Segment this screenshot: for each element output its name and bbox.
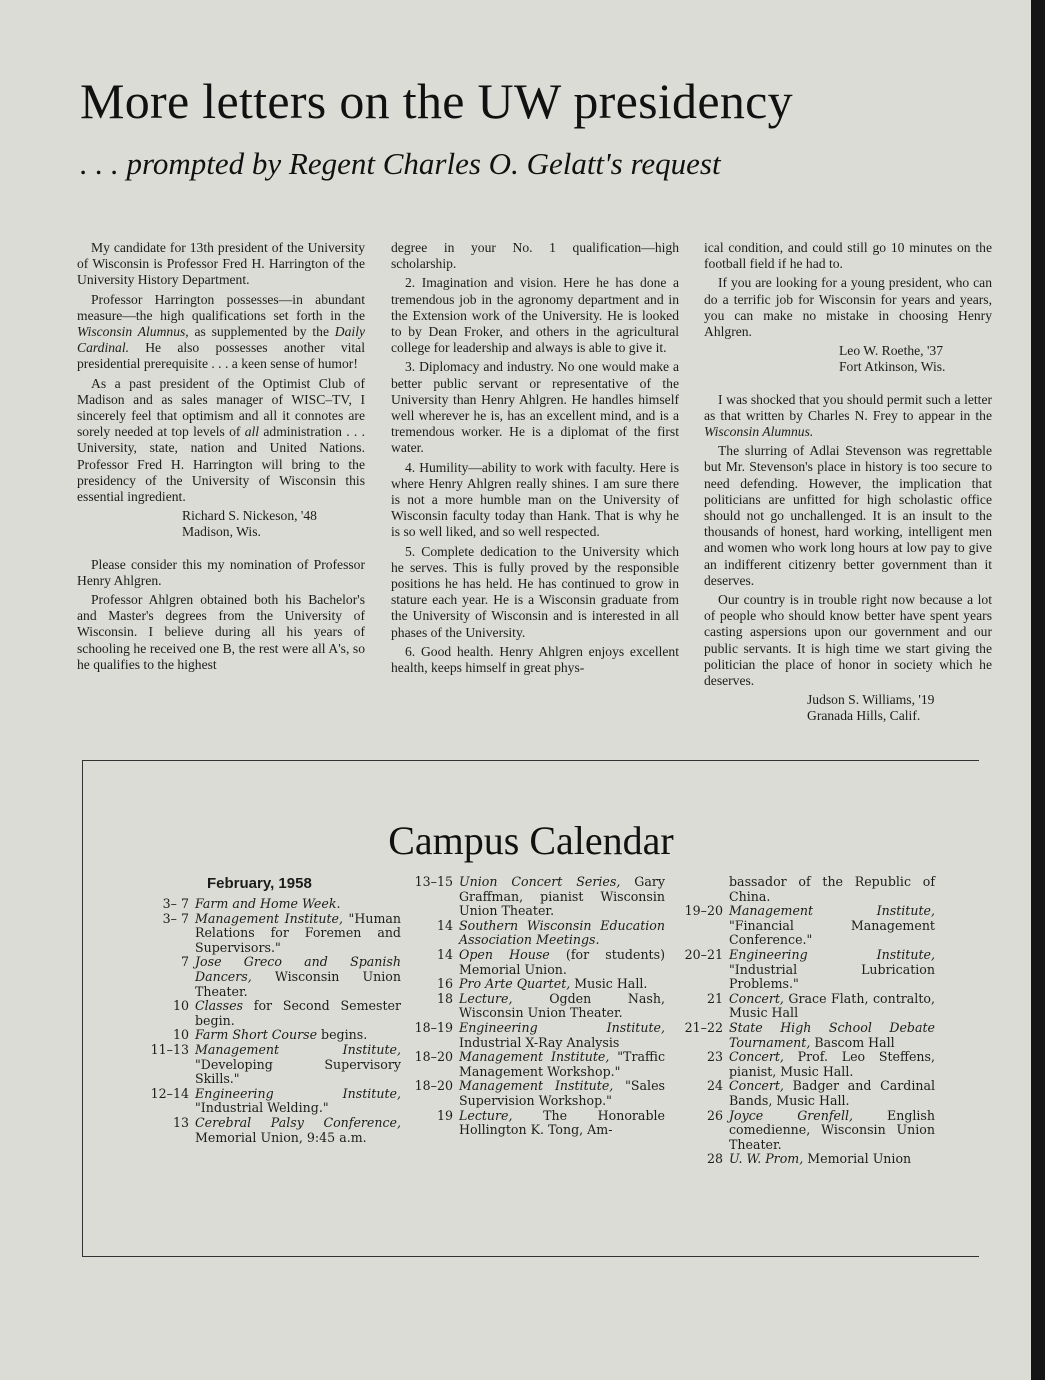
calendar-event	[403, 1050, 665, 1079]
calendar-event	[139, 1028, 401, 1043]
event-name: U. W. Prom,	[729, 1151, 804, 1167]
event-text	[459, 875, 665, 919]
letter-paragraph: If you are looking for a young president, who can do a terrific job for Wisconsin for years and years, you can make no mistake in choosing Henry Ahlgren.	[704, 275, 992, 340]
event-date: 18–20	[414, 1049, 453, 1065]
event-date: 10	[172, 998, 189, 1014]
event-text	[459, 1050, 665, 1079]
event-date: 18–19	[414, 1019, 453, 1035]
event-text	[459, 1021, 665, 1050]
event-text	[729, 1050, 935, 1079]
calendar-event	[139, 1116, 401, 1145]
event-text	[195, 955, 401, 999]
event-name: Concert,	[729, 1078, 784, 1094]
letters-column-1	[77, 240, 365, 676]
event-details: Bascom Hall	[810, 1034, 895, 1050]
calendar-column-2	[403, 875, 665, 1138]
calendar-event	[403, 948, 665, 977]
event-name: Engineering Institute,	[195, 1085, 401, 1101]
event-date: 7	[180, 954, 189, 970]
calendar-event	[673, 1021, 935, 1050]
calendar-event	[673, 948, 935, 992]
event-date: 14	[436, 917, 453, 933]
event-details: "Industrial Welding."	[195, 1100, 329, 1116]
event-name: Joyce Grenfell,	[729, 1107, 854, 1123]
calendar-title: Campus Calendar	[388, 818, 674, 863]
event-details: Industrial X-Ray Analysis	[459, 1034, 620, 1050]
event-date: 23	[706, 1049, 723, 1065]
event-text	[459, 992, 665, 1021]
calendar-event	[673, 1109, 935, 1153]
calendar-event	[673, 1079, 935, 1108]
event-details: Music Hall.	[570, 976, 648, 992]
article-subtitle: . . . prompted by Regent Charles O. Gelatt's request	[80, 146, 721, 181]
letter-paragraph: 5. Complete dedication to the University which he serves. This is fully proved by the responsible positions he has held. He has continued to grow in stature each year. He is a Wisconsin graduate from the University of Wisconsin and is interested in all phases of the University.	[391, 543, 679, 640]
event-date: 10	[172, 1027, 189, 1043]
event-name: Lecture,	[459, 990, 513, 1006]
event-details: Memorial Union	[803, 1151, 912, 1167]
event-details: "Financial Management Conference."	[729, 917, 935, 948]
event-details: Gary Graffman, pianist Wisconsin Union Theater.	[459, 874, 665, 919]
event-name: Concert,	[729, 1049, 784, 1065]
event-details: Prof. Leo Steffens, pianist, Music Hall.	[729, 1049, 935, 1079]
event-date: 13	[172, 1114, 189, 1130]
event-text	[459, 1079, 665, 1108]
calendar-column-3	[673, 875, 935, 1167]
letter-signature: Richard S. Nickeson, '48 Madison, Wis.	[182, 508, 317, 540]
event-date: 18	[436, 990, 453, 1006]
event-date: 20–21	[684, 946, 723, 962]
calendar-event	[403, 1109, 665, 1138]
event-date: 13–15	[414, 874, 453, 889]
event-text	[729, 1152, 935, 1167]
letter-paragraph: Our country is in trouble right now because a lot of people who should know better have spent years casting aspersions upon our government and our public servants. It is high time we start giving the politician the place of honor in society which he deserves.	[704, 592, 992, 689]
event-text	[195, 1116, 401, 1145]
calendar-event	[403, 992, 665, 1021]
event-date: 14	[436, 946, 453, 962]
event-text	[729, 1079, 935, 1108]
event-name: Open House	[459, 946, 550, 962]
event-text	[729, 1109, 935, 1153]
calendar-event	[673, 904, 935, 948]
event-date: 28	[706, 1151, 723, 1167]
event-details: Badger and Cardinal Bands, Music Hall.	[729, 1078, 935, 1108]
event-date: 16	[436, 976, 453, 992]
article-title: More letters on the UW presidency	[80, 73, 793, 129]
event-text	[729, 948, 935, 992]
event-date: 19–20	[684, 903, 723, 919]
letter-signature: Judson S. Williams, '19 Granada Hills, Calif.	[807, 692, 935, 724]
event-details: "Sales Supervision Workshop."	[459, 1078, 665, 1108]
event-text	[195, 1043, 401, 1087]
event-details: Ogden Nash, Wisconsin Union Theater.	[459, 990, 665, 1021]
event-name: Management Institute,	[195, 910, 343, 926]
letter-paragraph: degree in your No. 1 qualification—high scholarship.	[391, 240, 679, 272]
event-text	[459, 919, 665, 948]
event-text	[729, 1021, 935, 1050]
event-name: Classes	[195, 998, 244, 1014]
letter-paragraph: As a past president of the Optimist Club of Madison and as sales manager of WISC–TV, I sincerely feel that optimism and all it connotes are sorely needed at top levels of all administration . . . University, state, nation and United Nations. Professor Fred H. Harrington will bring to the presidency of the University of Wisconsin this essential ingredient.	[77, 375, 365, 505]
event-date: 11–13	[150, 1041, 189, 1057]
event-details: Wisconsin Union Theater.	[195, 968, 401, 999]
event-date: 21	[706, 990, 723, 1006]
calendar-event	[139, 955, 401, 999]
calendar-event	[139, 999, 401, 1028]
calendar-event	[673, 875, 935, 904]
page-edge-shadow	[1031, 0, 1045, 1380]
letter-paragraph: 3. Diplomacy and industry. No one would make a better public servant or representative of the University than Henry Ahlgren. He handles himself well wherever he is, has an excellent mind, and is a tremendous worker. He is a diplomat of the first water.	[391, 359, 679, 456]
calendar-event	[673, 1152, 935, 1167]
event-details: for Second Semester begin.	[195, 998, 401, 1028]
event-details: Memorial Union, 9:45 a.m.	[195, 1129, 367, 1145]
event-date: 26	[706, 1107, 723, 1123]
campus-calendar-box	[82, 760, 979, 1257]
letter-paragraph: 4. Humility—ability to work with faculty. Here is where Henry Ahlgren really shines. I am sure there is not a more humble man on the University of Wisconsin faculty today than Hank. That is why he is so well liked, and so well respected.	[391, 459, 679, 540]
letter-paragraph: 6. Good health. Henry Ahlgren enjoys excellent health, keeps himself in great phys-	[391, 643, 679, 676]
event-name: State High School Debate Tournament,	[729, 1019, 935, 1050]
event-date: 19	[436, 1107, 453, 1123]
letter-paragraph: The slurring of Adlai Stevenson was regrettable but Mr. Stevenson's place in history is too secure to need defending. However, the implication that politicians are unfitted for high scholastic office should not go unchallenged. It is an insult to the thousands of honest, hard working, intelligent men and women who work long hours at low pay to give an indifferent citizenry better government than it deserves.	[704, 443, 992, 588]
event-text	[459, 948, 665, 977]
event-name: Concert,	[729, 990, 784, 1006]
event-name: Farm Short Course	[195, 1027, 318, 1043]
event-name: Engineering Institute,	[729, 946, 935, 962]
calendar-event	[139, 1087, 401, 1116]
event-name: Union Concert Series,	[459, 874, 621, 889]
event-text	[729, 875, 935, 904]
event-details: English comedienne, Wisconsin Union Theater.	[729, 1107, 936, 1152]
event-name: Management Institute,	[459, 1078, 614, 1094]
event-details: bassador of the Republic of China.	[729, 874, 935, 904]
event-name: Management Institute,	[459, 1049, 610, 1065]
event-text	[195, 999, 401, 1028]
event-name: Engineering Institute,	[459, 1019, 665, 1035]
event-text	[729, 992, 935, 1021]
letter-signature: Leo W. Roethe, '37 Fort Atkinson, Wis.	[839, 343, 946, 375]
calendar-event	[403, 919, 665, 948]
event-details: "Developing Supervisory Skills."	[195, 1056, 401, 1087]
event-name: Management Institute,	[729, 903, 935, 919]
event-text	[195, 1028, 401, 1043]
calendar-event	[673, 992, 935, 1021]
letter-paragraph: Please consider this my nomination of Professor Henry Ahlgren.	[77, 556, 365, 588]
letters-column-3	[704, 240, 992, 725]
event-date: 12–14	[150, 1085, 189, 1101]
event-name: Cerebral Palsy Conference,	[195, 1114, 401, 1130]
calendar-event	[673, 1050, 935, 1079]
calendar-month: February, 1958	[207, 875, 312, 892]
event-name: Lecture,	[459, 1107, 513, 1123]
calendar-column-1	[139, 897, 401, 1145]
event-details: "Human Relations for Foremen and Supervisors."	[195, 910, 402, 955]
event-text	[459, 1109, 665, 1138]
letter-paragraph: Professor Harrington possesses—in abundant measure—the high qualifications set forth in the Wisconsin Alumnus, as supplemented by the Daily Cardinal. He also possesses another vital presidential prerequisite . . . a keen sense of humor!	[77, 291, 365, 372]
letter-paragraph: 2. Imagination and vision. Here he has done a tremendous job in the agronomy department and in the Extension work of the University. He is looked to by Dean Froker, and others in the agricultural college for leadership and always is able to give it.	[391, 275, 679, 356]
event-date: 24	[706, 1078, 723, 1094]
calendar-event	[139, 1043, 401, 1087]
calendar-event	[403, 1021, 665, 1050]
calendar-event	[139, 897, 401, 912]
event-details: begins.	[317, 1027, 368, 1043]
calendar-event	[403, 1079, 665, 1108]
letters-column-2	[391, 240, 679, 679]
letter-paragraph: Professor Ahlgren obtained both his Bachelor's and Master's degrees from the University of Wisconsin. I believe during all his years of schooling he received one B, the rest were all A's, so he qualifies to the highest	[77, 592, 365, 672]
event-date: 3– 7	[162, 896, 189, 911]
calendar-event	[403, 875, 665, 919]
event-name: Management Institute,	[195, 1041, 401, 1057]
event-text	[459, 977, 665, 992]
event-name: Farm and Home Week.	[195, 896, 341, 911]
event-details: (for students) Memorial Union.	[459, 946, 665, 977]
event-name: Southern Wisconsin Education Association Meetings.	[459, 917, 665, 948]
event-details: "Traffic Management Workshop."	[459, 1049, 665, 1079]
event-details: Grace Flath, contralto, Music Hall	[729, 990, 935, 1021]
letter-paragraph: I was shocked that you should permit such a letter as that written by Charles N. Frey to appear in the Wisconsin Alumnus.	[704, 391, 992, 440]
event-text	[729, 904, 935, 948]
event-name: Pro Arte Quartet,	[459, 976, 571, 992]
event-text	[195, 897, 401, 912]
letter-paragraph: ical condition, and could still go 10 minutes on the football field if he had to.	[704, 240, 992, 272]
event-text	[195, 912, 401, 956]
calendar-event	[403, 977, 665, 992]
event-date: 21–22	[684, 1019, 723, 1035]
letter-paragraph: My candidate for 13th president of the University of Wisconsin is Professor Fred H. Harrington of the University History Department.	[77, 240, 365, 288]
event-name: Jose Greco and Spanish Dancers,	[195, 954, 401, 984]
calendar-event	[139, 912, 401, 956]
event-details: "Industrial Lubrication Problems."	[729, 961, 935, 992]
event-details: The Honorable Hollington K. Tong, Am-	[459, 1107, 665, 1138]
event-date: 18–20	[414, 1078, 453, 1094]
event-date: 3– 7	[162, 910, 189, 926]
event-text	[195, 1087, 401, 1116]
